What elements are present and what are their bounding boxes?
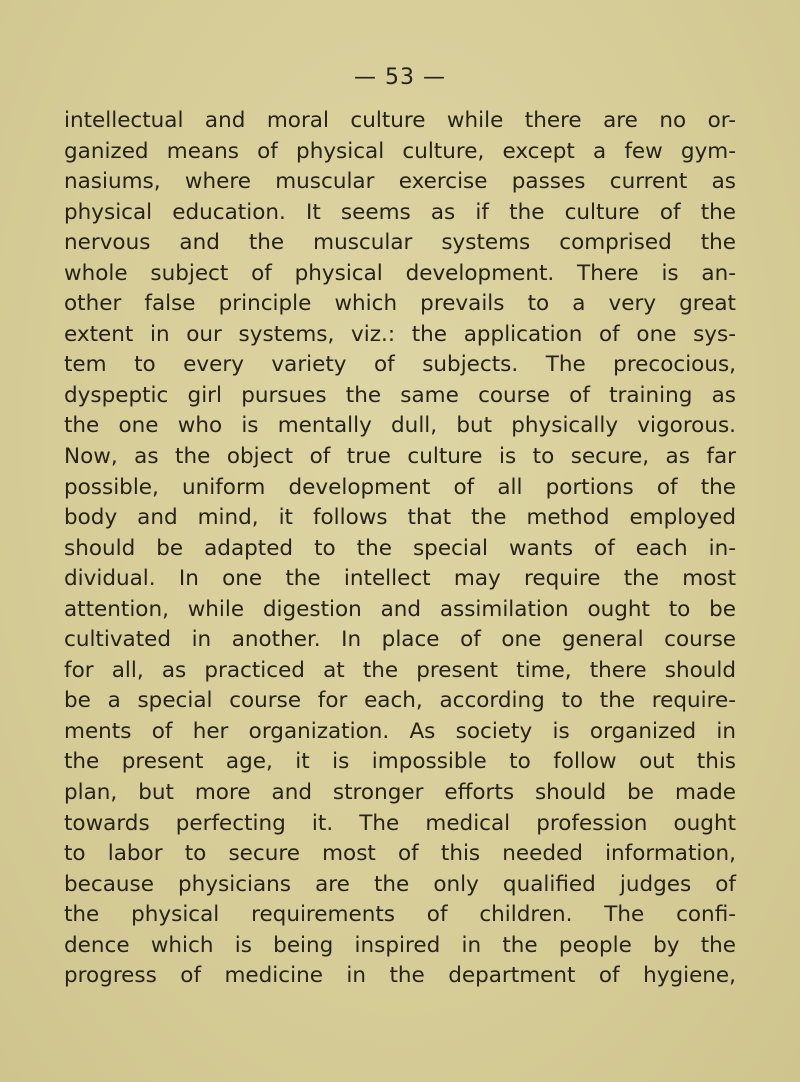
text-line: cultivated in another. In place of one general course	[64, 627, 736, 653]
text-line: nervous and the muscular systems comprised the	[64, 230, 736, 256]
text-line: be a special course for each, according to the require-	[64, 688, 736, 714]
text-line: intellectual and moral culture while there are no or-	[64, 108, 736, 133]
text-line: physical education. It seems as if the culture of the	[64, 199, 736, 225]
text-line: progress of medicine in the department of hygiene,	[64, 963, 736, 989]
text-line: possible, uniform development of all portions of the	[64, 474, 736, 500]
text-line: for all, as practiced at the present time, there should	[64, 657, 736, 683]
text-line: whole subject of physical development. There is an-	[64, 260, 736, 286]
text-line: body and mind, it follows that the method employed	[64, 505, 736, 531]
text-line: ganized means of physical culture, except a few gym-	[64, 138, 736, 164]
text-line: should be adapted to the special wants of each in-	[64, 535, 736, 561]
page-number: — 53 —	[354, 65, 446, 90]
text-line: nasiums, where muscular exercise passes current as	[64, 169, 736, 195]
text-line: other false principle which prevails to a very great	[64, 291, 736, 317]
text-line: tem to every variety of subjects. The precocious,	[64, 352, 736, 378]
text-line: the physical requirements of children. The confi-	[64, 902, 736, 928]
text-line: to labor to secure most of this needed information,	[64, 841, 736, 867]
text-line: plan, but more and stronger efforts should be made	[64, 780, 736, 806]
text-line: the present age, it is impossible to follow out this	[64, 749, 736, 775]
text-line: Now, as the object of true culture is to secure, as far	[64, 444, 736, 470]
text-line: ments of her organization. As society is organized in	[64, 718, 736, 744]
text-line: because physicians are the only qualified judges of	[64, 871, 736, 897]
text-line: attention, while digestion and assimilation ought to be	[64, 596, 736, 622]
text-line: dividual. In one the intellect may require the most	[64, 566, 736, 592]
text-line: towards perfecting it. The medical profession ought	[64, 810, 736, 836]
body-text	[64, 106, 736, 992]
text-line: the one who is mentally dull, but physically vigorous.	[64, 413, 736, 439]
text-line: extent in our systems, viz.: the application of one sys-	[64, 321, 736, 347]
text-line: dyspeptic girl pursues the same course of training as	[64, 382, 736, 408]
text-line: dence which is being inspired in the people by the	[64, 932, 736, 958]
